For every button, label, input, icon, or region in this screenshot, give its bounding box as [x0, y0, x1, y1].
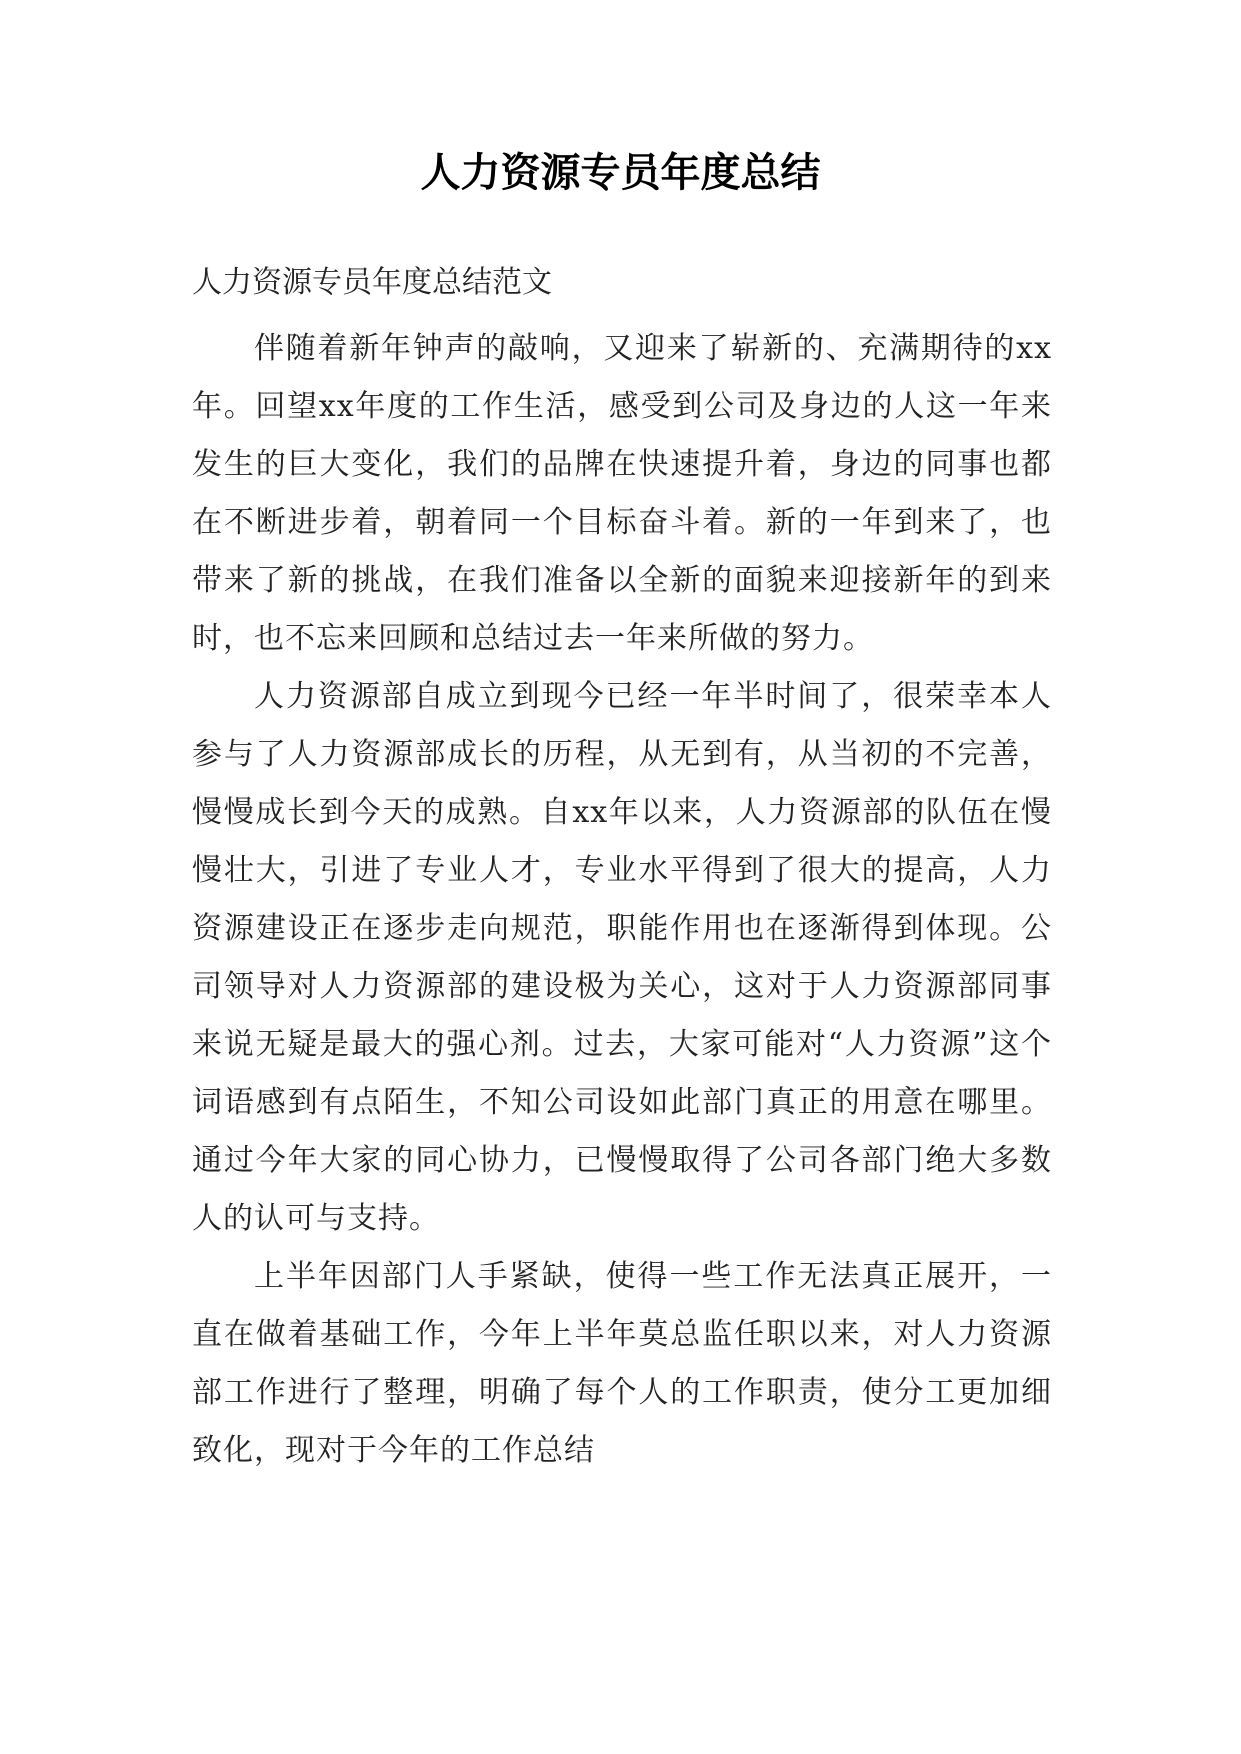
- body-paragraph: 人力资源部自成立到现今已经一年半时间了，很荣幸本人参与了人力资源部成长的历程，从无到有，从当初的不完善，慢慢成长到今天的成熟。自xx年以来，人力资源部的队伍在慢慢壮大，引进了专业人才，专业水平得到了很大的提高，人力资源建设正在逐步走向规范，职能作用也在逐渐得到体现。公司领导对人力资源部的建设极为关心，这对于人力资源部同事来说无疑是最大的强心剂。过去，大家可能对“人力资源”这个词语感到有点陌生，不知公司设如此部门真正的用意在哪里。通过今年大家的同心协力，已慢慢取得了公司各部门绝大多数人的认可与支持。: [192, 679, 1052, 1236]
- body-paragraph: 伴随着新年钟声的敲响，又迎来了崭新的、充满期待的xx年。回望xx年度的工作生活，感受到公司及身边的人这一年来发生的巨大变化，我们的品牌在快速提升着，身边的同事也都在不断进步着，朝着同一个目标奋斗着。新的一年到来了，也带来了新的挑战，在我们准备以全新的面貌来迎接新年的到来时，也不忘来回顾和总结过去一年来所做的努力。: [192, 331, 1052, 656]
- document-subtitle: 人力资源专员年度总结范文: [192, 265, 552, 300]
- document-title: 人力资源专员年度总结: [420, 149, 821, 196]
- document-body: [192, 320, 1052, 1480]
- body-paragraph: 上半年因部门人手紧缺，使得一些工作无法真正展开，一直在做着基础工作，今年上半年莫总监任职以来，对人力资源部工作进行了整理，明确了每个人的工作职责，使分工更加细致化，现对于今年的工作总结: [192, 1259, 1052, 1468]
